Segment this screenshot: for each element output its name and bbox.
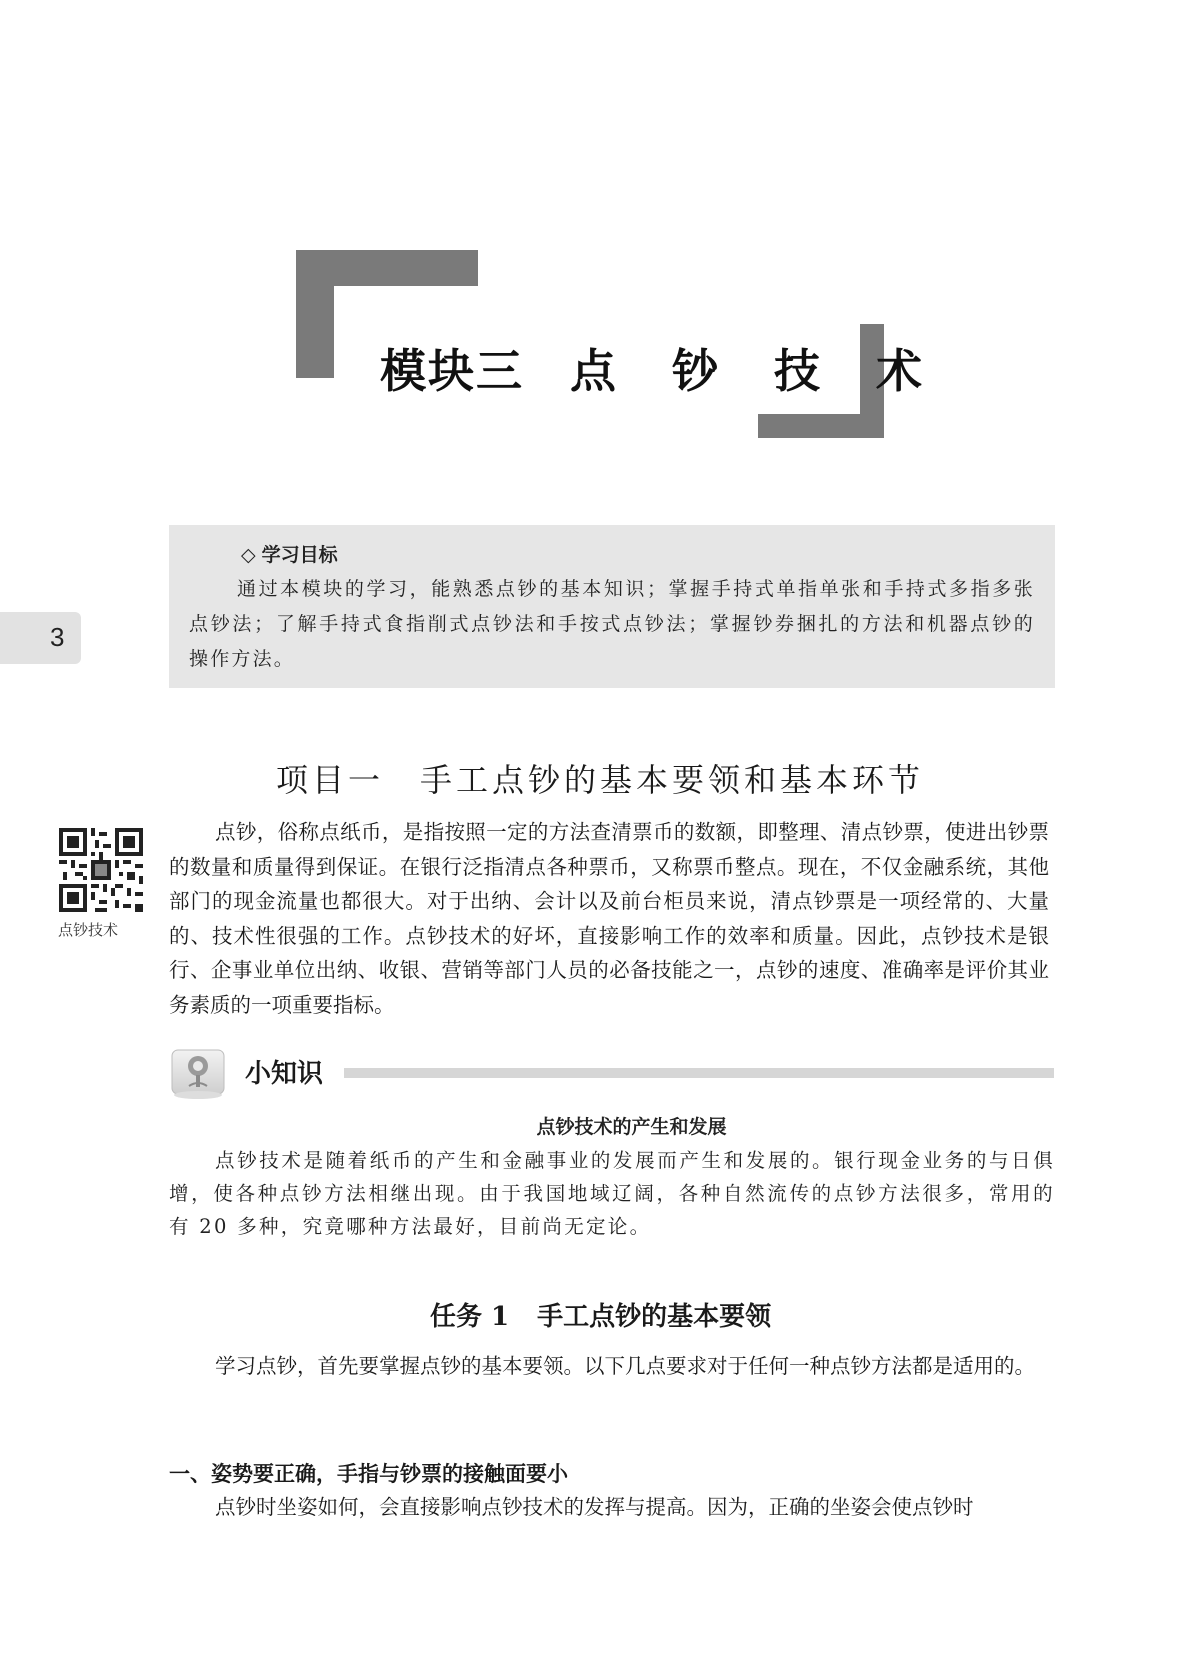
- project-number: 项目一: [276, 761, 385, 799]
- task-heading: [430, 1296, 771, 1333]
- learning-goals-heading: [241, 540, 338, 567]
- task-number: 任务 1: [430, 1302, 510, 1332]
- project-heading: [276, 755, 924, 801]
- knowledge-label: 小知识: [245, 1059, 324, 1089]
- diamond-icon: ◇: [241, 544, 256, 566]
- page-tab: [0, 612, 81, 664]
- module-title-prefix: 模块三: [380, 344, 524, 398]
- learning-goals-label: 学习目标: [261, 544, 338, 566]
- knowledge-text: 点钞技术是随着纸币的产生和金融事业的发展而产生和发展的。银行现金业务的与日俱增，使各种点钞方法相继出现。由于我国地域辽阔，各种自然流传的点钞方法很多，常用的有 20 多种，究竟哪种方法最好，目前尚无定论。: [169, 1149, 1055, 1238]
- task-title: 手工点钞的基本要领: [537, 1302, 772, 1332]
- title-frame-top-left-v: [296, 250, 334, 378]
- title-frame-bottom-right-h: [758, 414, 884, 438]
- intro-paragraph: 点钞，俗称点纸币，是指按照一定的方法查清票币的数额，即整理、清点钞票，使进出钞票的数量和质量得到保证。在银行泛指清点各种票币，又称票币整点。现在，不仅金融系统，其他部门的现金流量也都很大。对于出纳、会计以及前台柜员来说，清点钞票是一项经常的、大量的、技术性很强的工作。点钞技术的好坏，直接影响工作的效率和质量。因此，点钞技术是银行、企事业单位出纳、收银、营销等部门人员的必备技能之一，点钞的速度、准确率是评价其业务素质的一项重要指标。: [169, 820, 1049, 1017]
- knowledge-subtitle: 点钞技术的产生和发展: [536, 1116, 727, 1138]
- lightbulb-icon: [169, 1046, 227, 1100]
- knowledge-divider: [344, 1068, 1054, 1078]
- subheading-posture: 一、姿势要正确，手指与钞票的接触面要小: [169, 1462, 568, 1486]
- qr-caption: 点钞技术: [58, 921, 119, 939]
- module-title: [380, 335, 943, 401]
- task-paragraph: 学习点钞，首先要掌握点钞的基本要领。以下几点要求对于任何一种点钞方法都是适用的。: [215, 1354, 1035, 1378]
- learning-goals-box: [169, 525, 1055, 688]
- last-paragraph: 点钞时坐姿如何，会直接影响点钞技术的发挥与提高。因为，正确的坐姿会使点钞时: [215, 1495, 974, 1519]
- qr-code-icon[interactable]: [59, 828, 143, 912]
- learning-goals-text: 通过本模块的学习，能熟悉点钞的基本知识；掌握手持式单指单张和手持式多指多张点钞法；了解手持式食指削式点钞法和手按式点钞法；掌握钞券捆扎的方法和机器点钞的操作方法。: [189, 578, 1035, 670]
- project-title: 手工点钞的基本要领和基本环节: [420, 761, 925, 799]
- page-number: 3: [50, 622, 65, 652]
- module-title-name: 点 钞 技 术: [570, 344, 943, 398]
